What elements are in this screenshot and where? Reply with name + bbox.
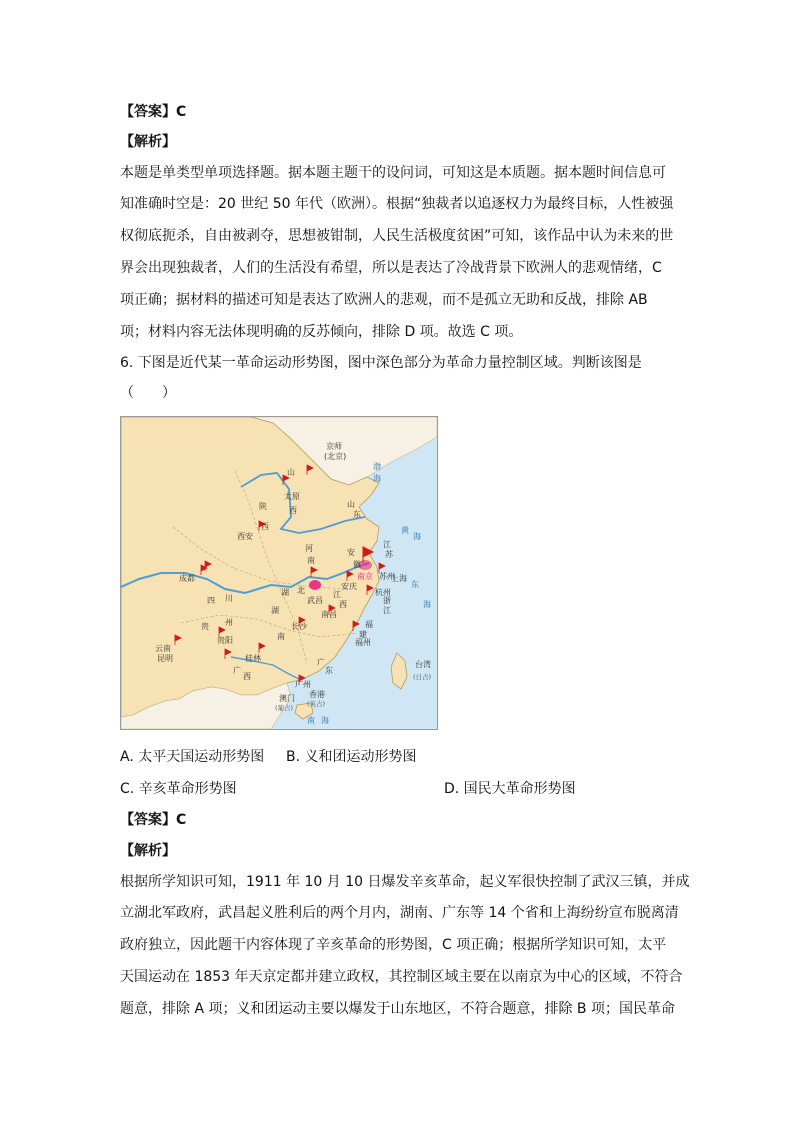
region-label: 贵 <box>201 622 209 631</box>
city-kunming: 昆明 <box>157 654 173 663</box>
city-guangzhou: 广州 <box>295 680 311 689</box>
sea-label: 渤 <box>373 462 381 471</box>
analysis-1-line-2: 知准确时空是：20 世纪 50 年代（欧洲）。根据“独裁者以追逐权力为最终目标，人性被强 <box>120 196 674 212</box>
region-label: 河 <box>305 544 313 553</box>
region-label: 北 <box>297 586 305 595</box>
region-label: 川 <box>225 594 233 603</box>
analysis-1-line-3: 权彻底扼杀，自由被剥夺，思想被钳制，人民生活极度贫困”可知，该作品中认为未来的世 <box>120 228 674 244</box>
city-shanghai: 上海 <box>391 574 407 583</box>
region-label: 徽 <box>353 560 361 569</box>
city-beijing-note: (北京) <box>324 452 347 461</box>
city-nanjing: 南京 <box>357 572 373 581</box>
option-c[interactable]: C. 辛亥革命形势图 <box>120 781 237 797</box>
city-taiyuan: 太原 <box>284 492 300 501</box>
question-6-stem: 6. 下图是近代某一革命运动形势图，图中深色部分为革命力量控制区域。判断该图是 <box>120 355 642 371</box>
answer-label-2: 【答案】C <box>120 812 187 828</box>
city-chengdu: 成都 <box>179 574 195 583</box>
region-label: 安 <box>347 548 355 557</box>
city-taiwan: 台湾 <box>415 660 431 669</box>
analysis-1-line-4: 界会出现独裁者，人们的生活没有希望，所以是表达了冷战背景下欧洲人的悲观情绪，C <box>120 260 662 276</box>
sea-label: 海 <box>373 474 381 483</box>
city-macau: 澳门 <box>279 694 295 703</box>
region-label: 江 <box>333 590 341 599</box>
region-label: 建 <box>359 630 367 639</box>
analysis-1-line-1: 本题是单类型单项选择题。据本题主题干的设问词，可知这是本质题。据本题时间信息可 <box>120 165 666 181</box>
analysis-label-2: 【解析】 <box>120 843 176 859</box>
region-label: 浙 <box>383 596 391 605</box>
region-label: 西 <box>289 506 297 515</box>
revolution-situation-map <box>120 416 438 730</box>
sea-label: 东 <box>411 580 419 589</box>
region-label: 陕 <box>259 502 267 511</box>
region-label: 江 <box>383 606 391 615</box>
sea-label: 黄 <box>401 526 409 535</box>
taiwan-note: (日占) <box>413 673 432 681</box>
option-b[interactable]: B. 义和团运动形势图 <box>286 749 417 765</box>
analysis-2-line-5: 题意，排除 A 项；义和团运动主要以爆发于山东地区，不符合题意，排除 B 项；国民革命 <box>120 1001 675 1017</box>
region-label: 西 <box>261 522 269 531</box>
region-label: 州 <box>225 618 233 627</box>
answer-label-1: 【答案】C <box>120 104 187 120</box>
city-suzhou: 苏州 <box>379 572 395 581</box>
hongkong-note: (英占) <box>307 700 326 708</box>
city-anqing: 安庆 <box>341 582 357 591</box>
analysis-1-line-5: 项正确；据材料的描述可知是表达了欧洲人的悲观，而不是孤立无助和反战，排除 AB <box>120 292 648 308</box>
city-guilin: 桂林 <box>245 654 261 663</box>
city-fuzhou: 福州 <box>355 638 371 647</box>
region-label: 广 <box>317 658 325 667</box>
analysis-2-line-3: 政府独立，因此题干内容体现了辛亥革命的形势图，C 项正确；根据所学知识可知，太平 <box>120 937 667 953</box>
region-label: 云南 <box>155 644 171 653</box>
analysis-1-line-6: 项；材料内容无法体现明确的反苏倾向，排除 D 项。故选 C 项。 <box>120 324 523 340</box>
region-label: 南 <box>277 632 285 641</box>
sea-label: 海 <box>321 716 329 725</box>
macau-note: (葡占) <box>275 704 294 712</box>
city-xian: 西安 <box>237 532 253 541</box>
city-hangzhou: 杭州 <box>375 588 391 597</box>
region-label: 四 <box>207 596 215 605</box>
region-label: 湖 <box>281 588 289 597</box>
region-label: 山 <box>347 500 355 509</box>
region-label: 山 <box>287 468 295 477</box>
region-label: 苏 <box>385 550 393 559</box>
sea-label: 海 <box>423 600 431 609</box>
option-a[interactable]: A. 太平天国运动形势图 <box>120 749 265 765</box>
wuchang-highlight <box>309 580 321 590</box>
region-label: 湖 <box>271 606 279 615</box>
city-changsha: 长沙 <box>291 622 307 631</box>
option-d[interactable]: D. 国民大革命形势图 <box>444 781 576 797</box>
city-guiyang: 贵阳 <box>217 636 233 645</box>
region-label: 西 <box>339 600 347 609</box>
question-6-blank: （ ） <box>120 385 176 401</box>
analysis-2-line-4: 天国运动在 1853 年天京定都并建立政权，其控制区域主要在以南京为中心的区域，不符合 <box>120 969 683 985</box>
region-label: 西 <box>243 672 251 681</box>
analysis-label-1: 【解析】 <box>120 134 176 150</box>
region-label: 东 <box>325 666 333 675</box>
city-wuchang: 武昌 <box>307 596 323 605</box>
region-label: 广 <box>233 666 241 675</box>
analysis-2-line-2: 立湖北军政府，武昌起义胜利后的两个月内，湖南、广东等 14 个省和上海纷纷宣布脱离清 <box>120 905 679 921</box>
city-hongkong: 香港 <box>309 690 325 699</box>
sea-label: 南 <box>307 716 315 725</box>
city-nanchang: 南昌 <box>321 610 337 619</box>
analysis-2-line-1: 根据所学知识可知，1911 年 10 月 10 日爆发辛亥革命，起义军很快控制了武汉三镇，并成 <box>120 874 690 890</box>
region-label: 江 <box>383 540 391 549</box>
region-label: 福 <box>365 620 373 629</box>
region-label: 南 <box>307 556 315 565</box>
city-beijing: 京师 <box>326 442 342 451</box>
region-label: 东 <box>353 510 361 519</box>
sea-label: 海 <box>413 532 421 541</box>
